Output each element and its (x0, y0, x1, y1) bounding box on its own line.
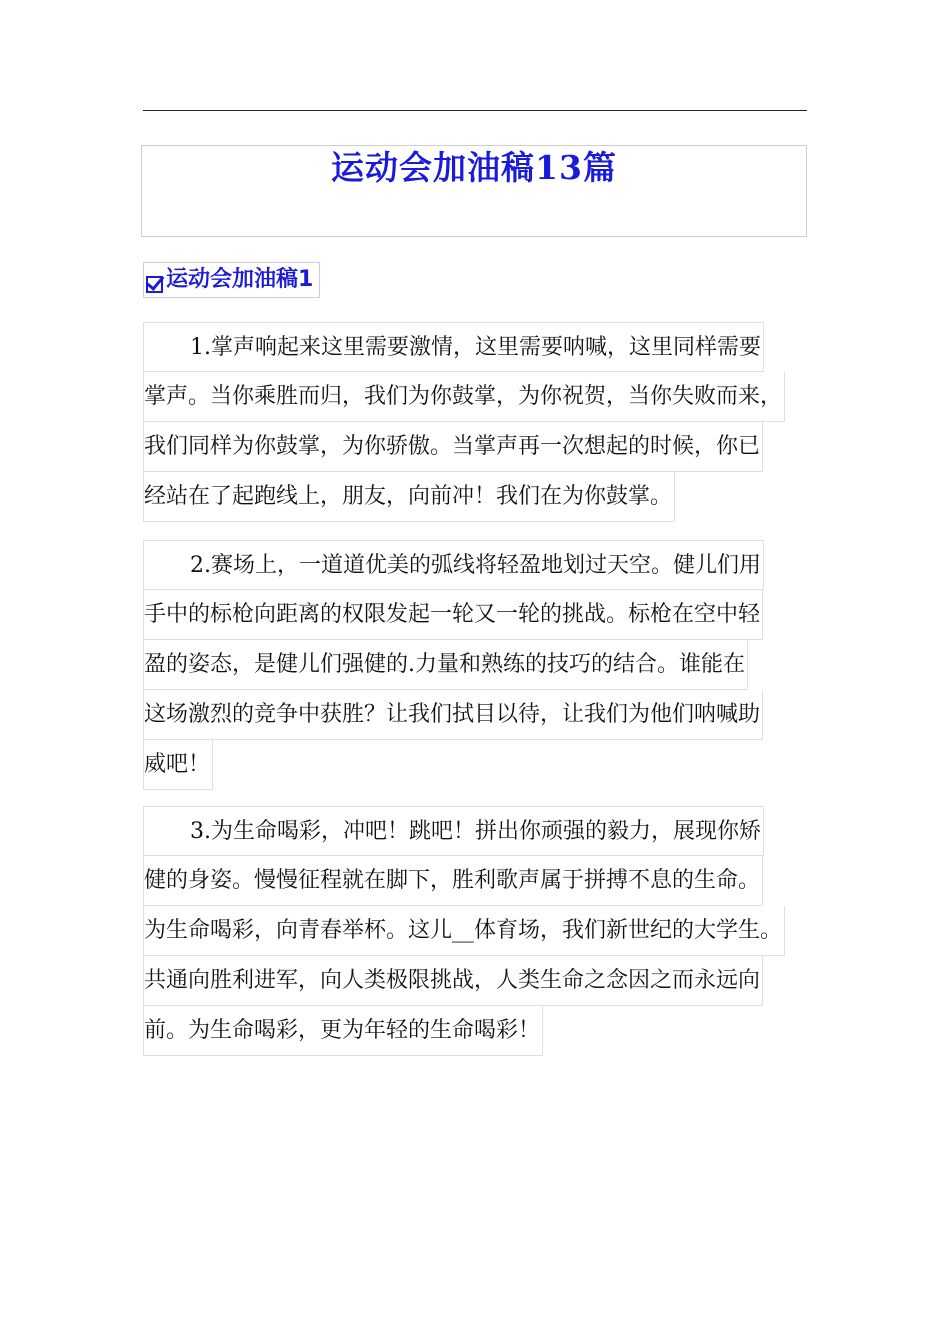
checkbox-icon (146, 276, 163, 293)
section-heading: 运动会加油稿1 (166, 267, 314, 292)
section-heading-box (143, 262, 320, 298)
paragraph-line: 为生命喝彩，向青春举杯。这儿__体育场，我们新世纪的大学生。 (143, 906, 785, 956)
paragraph-line: 经站在了起跑线上，朋友，向前冲！我们在为你鼓掌。 (143, 472, 675, 522)
paragraph-line: 前。为生命喝彩，更为年轻的生命喝彩！ (143, 1006, 543, 1056)
paragraph-1 (143, 322, 785, 522)
document-title: 运动会加油稿13篇 (331, 148, 617, 187)
title-box (141, 145, 807, 237)
paragraph-line: 掌声。当你乘胜而归，我们为你鼓掌，为你祝贺，当你失败而来， (143, 372, 785, 422)
paragraph-line: 健的身姿。慢慢征程就在脚下，胜利歌声属于拼搏不息的生命。 (143, 856, 763, 906)
paragraph-line: 盈的姿态，是健儿们强健的.力量和熟练的技巧的结合。谁能在 (143, 640, 748, 690)
paragraph-line: 我们同样为你鼓掌，为你骄傲。当掌声再一次想起的时候，你已 (143, 422, 763, 472)
paragraph-line: 威吧！ (143, 740, 213, 790)
paragraph-line: 3.为生命喝彩，冲吧！跳吧！拼出你顽强的毅力，展现你矫 (143, 806, 764, 856)
paragraph-line: 1.掌声响起来这里需要激情，这里需要呐喊，这里同样需要 (143, 322, 764, 372)
paragraph-line: 这场激烈的竞争中获胜？让我们拭目以待，让我们为他们呐喊助 (143, 690, 763, 740)
paragraph-2 (143, 540, 764, 790)
paragraph-line: 共通向胜利进军，向人类极限挑战，人类生命之念因之而永远向 (143, 956, 763, 1006)
paragraph-line: 2.赛场上，一道道优美的弧线将轻盈地划过天空。健儿们用 (143, 540, 764, 590)
paragraph-line: 手中的标枪向距离的权限发起一轮又一轮的挑战。标枪在空中轻 (143, 590, 763, 640)
top-rule (143, 110, 807, 111)
paragraph-3 (143, 806, 785, 1056)
